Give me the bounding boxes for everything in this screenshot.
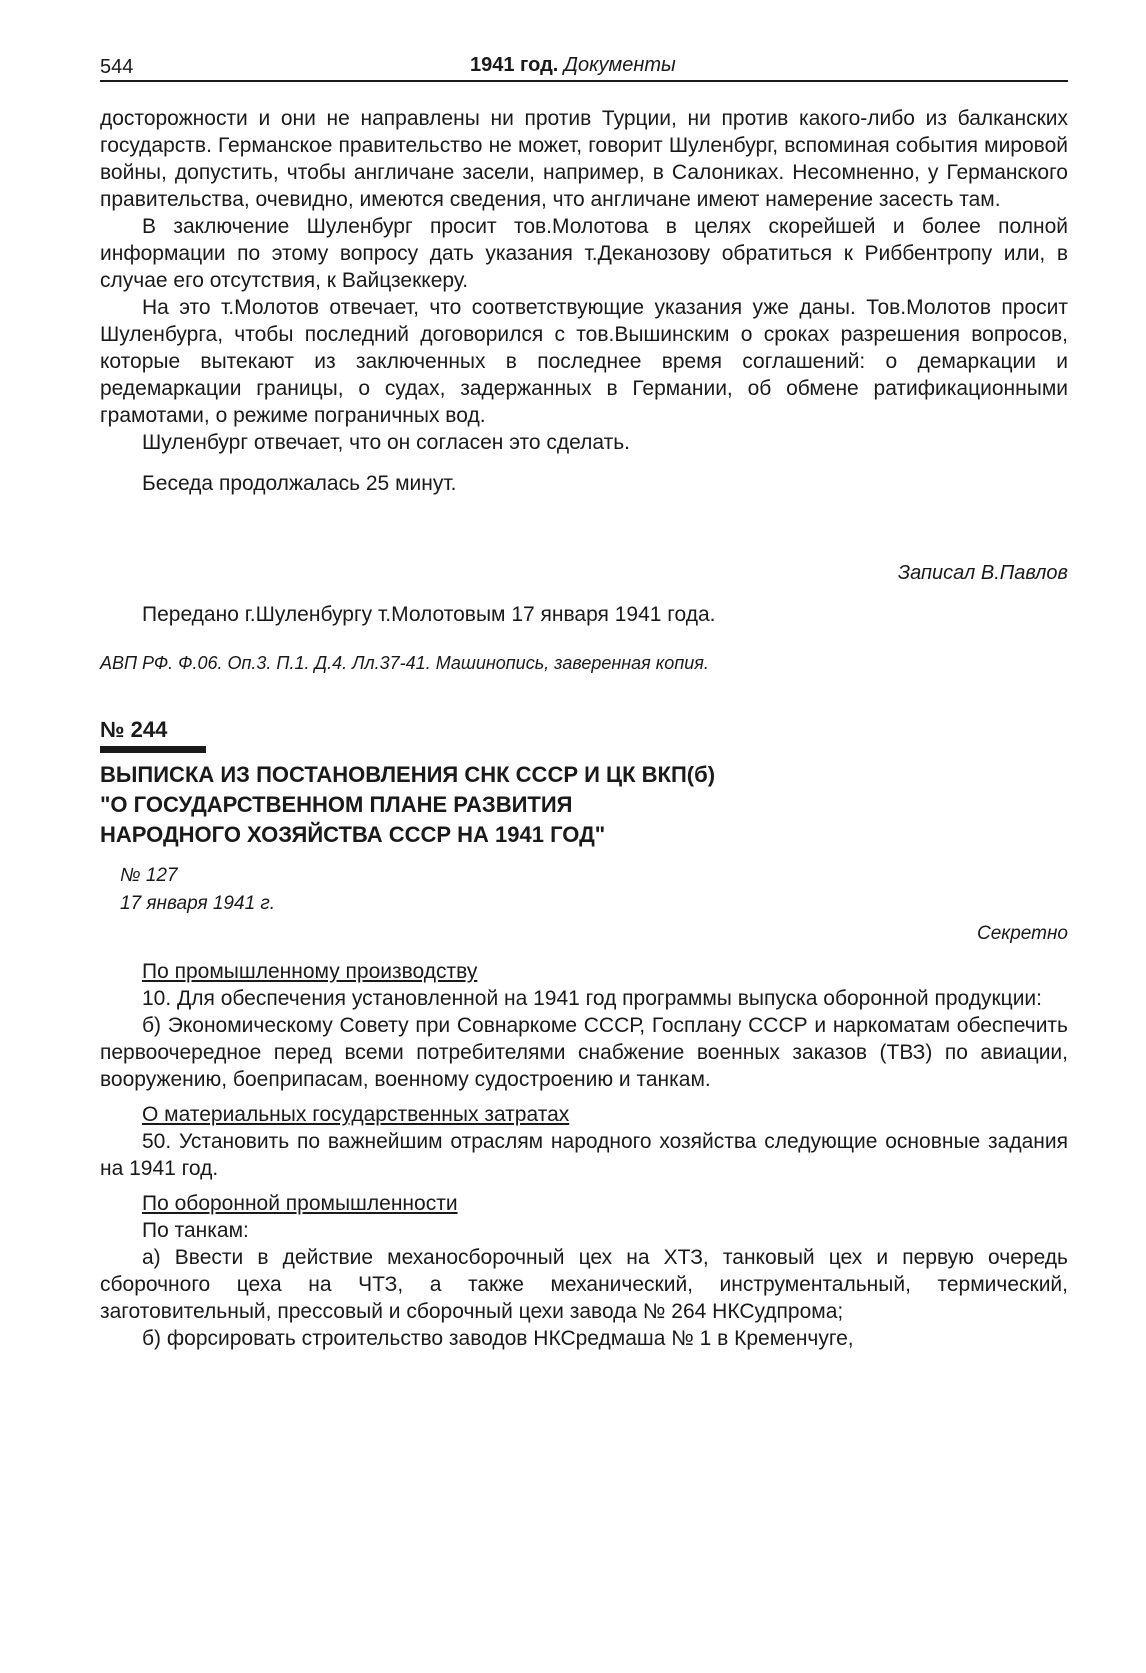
transfer-note: Передано г.Шуленбургу т.Молотовым 17 января 1941 года. (142, 603, 716, 626)
document-meta (120, 862, 275, 918)
document-number-bar (100, 746, 206, 753)
document-page (100, 0, 1080, 1673)
section-heading: По оборонной промышленности (142, 1192, 458, 1215)
paragraph: По танкам: (142, 1219, 249, 1242)
section-heading: По промышленному производству (142, 960, 478, 983)
section-heading: О материальных государственных затратах (142, 1103, 570, 1126)
document-body (100, 958, 1068, 1352)
classification-label: Секретно (976, 923, 1068, 944)
paragraph: Беседа продолжалась 25 минут. (142, 472, 457, 495)
title-line: НАРОДНОГО ХОЗЯЙСТВА СССР НА 1941 ГОД" (100, 822, 606, 847)
registration-number: № 127 (120, 865, 178, 886)
signature: Записал В.Павлов (897, 562, 1068, 584)
title-line: "О ГОСУДАРСТВЕННОМ ПЛАНЕ РАЗВИТИЯ (100, 792, 573, 817)
document-number: № 244 (100, 717, 168, 742)
archive-reference: АВП РФ. Ф.06. Оп.3. П.1. Д.4. Лл.37-41. Машинопись, заверенная копия. (100, 653, 709, 673)
title-line: ВЫПИСКА ИЗ ПОСТАНОВЛЕНИЯ СНК СССР И ЦК ВКП(б) (100, 762, 716, 787)
paragraph: а) Ввести в действие механосборочный цех на ХТЗ, танковый цех и первую очередь сборочного цеха на ЧТЗ, а также механический, инструментальный, термический, заготовительный, прессовый и сборочный цехи завода № 264 НКСудпрома; (100, 1246, 1068, 1323)
paragraph: б) форсировать строительство заводов НКСредмаша № 1 в Кременчуге, (142, 1327, 854, 1350)
prev-document-text (100, 105, 1068, 497)
page-header (100, 50, 1068, 82)
document-title (100, 760, 860, 850)
paragraph: б) Экономическому Совету при Совнаркоме СССР, Госплану СССР и наркоматам обеспечить первоочередное перед всеми потребителями снабжение военных заказов (ТВЗ) по авиации, вооружению, боеприпасам, военному судостроению и танкам. (100, 1014, 1068, 1091)
paragraph: 50. Установить по важнейшим отраслям народного хозяйства следующие основные задания на 1941 год. (100, 1130, 1068, 1180)
document-date: 17 января 1941 г. (120, 893, 276, 914)
paragraph: В заключение Шуленбург просит тов.Молотова в целях скорейшей и более полной информации по этому вопросу дать указания т.Деканозову обратиться к Риббентропу или, в случае его отсутствия, к Вайцзеккеру. (100, 215, 1068, 292)
running-head-docs: Документы (563, 54, 676, 76)
running-head-year: 1941 год. (470, 54, 559, 76)
paragraph: На это т.Молотов отвечает, что соответствующие указания уже даны. Тов.Молотов просит Шуленбурга, чтобы последний договорился с тов.Вышинским о сроках разрешения вопросов, которые вытекают из заключенных в последнее время соглашений: о демаркации и редемаркации границы, о судах, задержанных в Германии, об обмене ратификационными грамотами, о режиме пограничных вод. (100, 296, 1068, 427)
paragraph: 10. Для обеспечения установленной на 1941 год программы выпуска оборонной продукции: (142, 987, 1042, 1010)
running-head (470, 54, 676, 77)
paragraph: Шуленбург отвечает, что он согласен это сделать. (142, 431, 630, 454)
page-number: 544 (100, 56, 134, 78)
paragraph: досторожности и они не направлены ни против Турции, ни против какого-либо из балканских государств. Германское правительство не может, говорит Шуленбург, вспоминая события мировой войны, допустить, чтобы англичане засели, например, в Салониках. Несомненно, у Германского правительства, очевидно, имеются сведения, что англичане имеют намерение засесть там. (100, 107, 1068, 211)
